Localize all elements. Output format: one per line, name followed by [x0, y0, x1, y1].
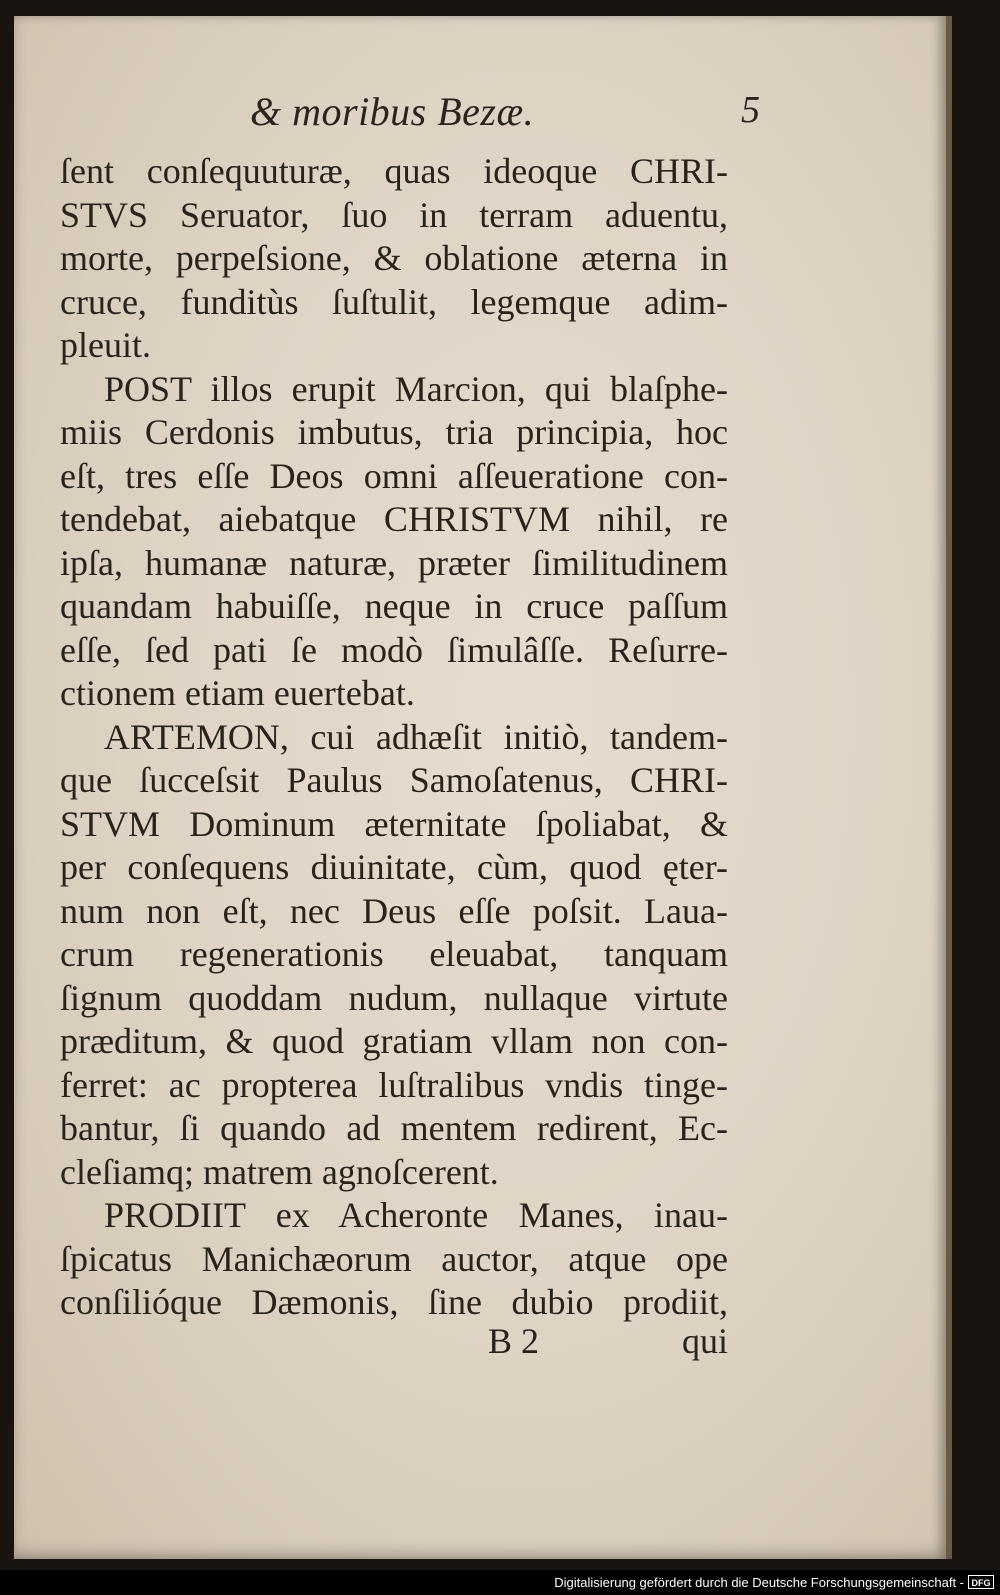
text-line: morte, perpeſsione, & oblatione æterna in: [60, 238, 728, 278]
text-line: ctionem etiam euertebat.: [60, 673, 415, 713]
catchword: qui: [681, 1321, 728, 1361]
text-line: STVS Seruator, ſuo in terram aduentu,: [60, 194, 728, 235]
text-line: tendebat, aiebatque CHRISTVM nihil, re: [60, 499, 728, 539]
running-head: & moribus Bezæ.: [250, 89, 535, 134]
text-line: miis Cerdonis imbutus, tria principia, hoc: [60, 412, 728, 452]
text-line: ſpicatus Manichæorum auctor, atque ope: [60, 1238, 728, 1279]
dfg-logo: DFG: [968, 1575, 994, 1589]
page-header: [250, 88, 760, 148]
text-line: STVM Dominum æternitate ſpoliabat, &: [60, 803, 728, 844]
page-footer: [488, 1320, 728, 1370]
text-line: conſilióque Dæmonis, ſine dubio prodiit,: [60, 1282, 728, 1322]
text-line: que ſucceſsit Paulus Samoſatenus, CHRI-: [60, 760, 728, 800]
text-line: pleuit.: [60, 325, 151, 365]
text-line: præditum, & quod gratiam vllam non con-: [60, 1021, 728, 1061]
text-line: ſignum quoddam nudum, nullaque virtute: [60, 977, 728, 1018]
digitization-note: Digitalisierung gefördert durch die Deutsche Forschungsgemeinschaft -: [554, 1575, 964, 1590]
paragraph-start-line: ARTEMON, cui adhæſit initiò, tandem-: [104, 716, 728, 757]
page-number: 5: [741, 89, 760, 131]
text-line: bantur, ſi quando ad mentem redirent, Ec-: [60, 1108, 728, 1148]
text-line: cleſiamq; matrem agnoſcerent.: [60, 1151, 499, 1192]
text-line: ipſa, humanæ naturæ, præter ſimilitudinem: [60, 542, 728, 583]
paragraph-start-line: POST illos erupit Marcion, qui blaſphe-: [104, 368, 728, 409]
body-text: [60, 150, 728, 1325]
text-line: num non eſt, nec Deus eſſe poſsit. Laua-: [60, 890, 728, 931]
signature-mark: B 2: [488, 1321, 540, 1361]
text-line: eſt, tres eſſe Deos omni aſſeueratione con-: [60, 455, 728, 496]
text-line: ſent conſequuturæ, quas ideoque CHRI-: [60, 151, 728, 191]
text-line: quandam habuiſſe, neque in cruce paſſum: [60, 586, 728, 626]
text-line: per conſequens diuinitate, cùm, quod ęter-: [60, 847, 728, 887]
text-line: eſſe, ſed pati ſe modò ſimulâſſe. Reſurre-: [60, 629, 728, 670]
text-line: cruce, funditùs ſuſtulit, legemque adim-: [60, 281, 728, 322]
text-line: crum regenerationis eleuabat, tanquam: [60, 934, 728, 974]
digitization-footer: [0, 1570, 1000, 1595]
paragraph-start-line: PRODIIT ex Acheronte Manes, inau-: [104, 1195, 728, 1235]
text-line: ferret: ac propterea luſtralibus vndis tinge-: [60, 1064, 728, 1105]
page-edge: [946, 16, 952, 1559]
